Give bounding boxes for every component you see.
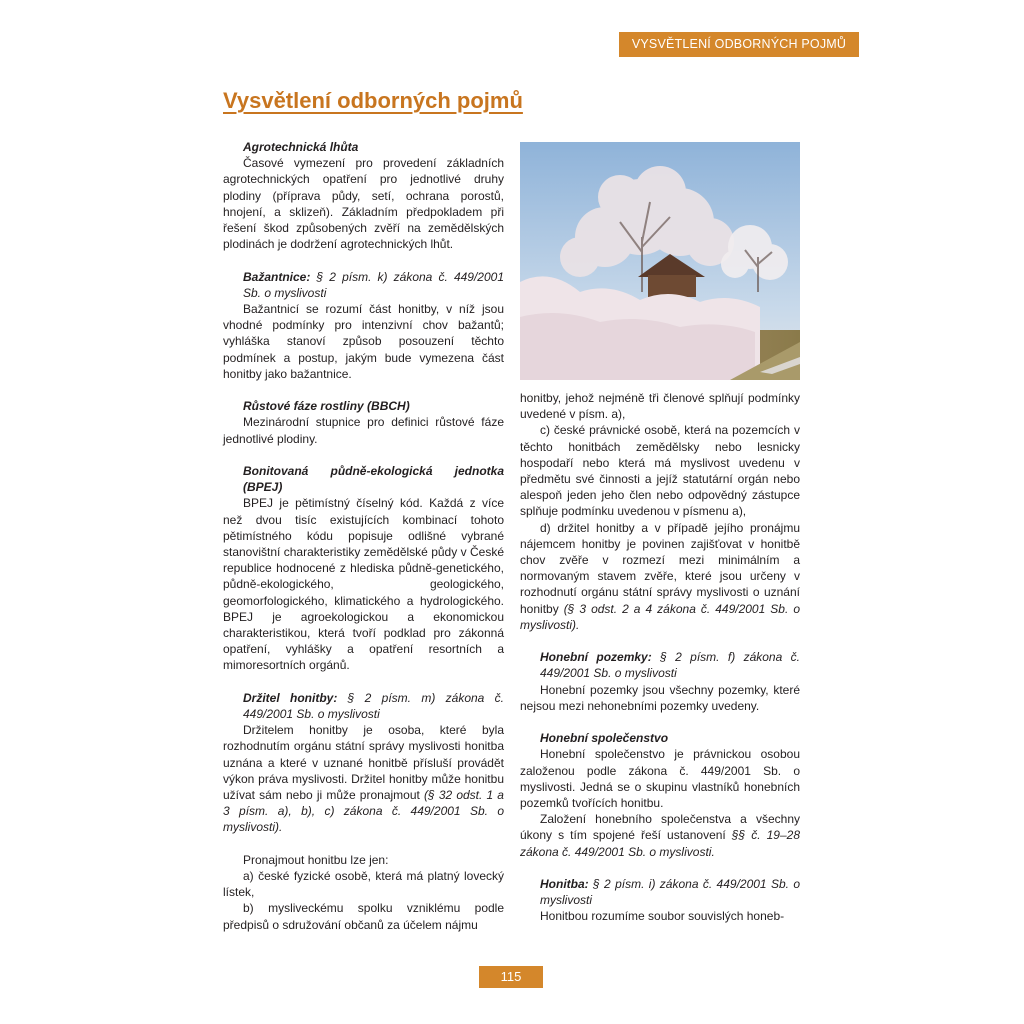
entry-term: Agrotechnická lhůta — [243, 140, 359, 154]
term-label: Držitel honitby: — [243, 690, 338, 705]
left-column — [223, 139, 504, 949]
section-header-tab: VYSVĚTLENÍ ODBORNÝCH POJMŮ — [619, 32, 859, 57]
entry-agrotechnicka-lhuta — [223, 139, 504, 252]
entry-text: Časové vymezení pro provedení základních agrotechnických opatření pro jednotlivé druhy plodiny (příprava půdy, setí, ochrana porostů, hnojení, a sklizeň). Základním předpokladem při řešení škod způsobených zvěří na zemědělských plodinách je dodržení agrotechnických lhůt. — [223, 156, 504, 252]
entry-term: Honební společenstvo — [540, 731, 669, 746]
entry-text-2-main: Založení honebního společenstva a všechny úkony s tím spojené řeší ustanovení — [520, 812, 800, 843]
page-number: 115 — [479, 966, 543, 988]
entry-honitba — [520, 876, 800, 925]
page-title: Vysvětlení odborných pojmů — [223, 88, 523, 113]
entry-term — [520, 876, 800, 908]
entry-bazantnice — [223, 269, 504, 382]
lease-item-c: c) české právnické osobě, která na pozemcích v těchto honitbách zemědělsky nebo lesnicky hospodaří nebo která má myslivost uvedenu v předmětu své činnosti a jejíž statutární orgán nebo alespoň jeden jeho člen nebo odpovědný zástupce splňuje podmínku uvedenou v písmenu a), — [520, 423, 800, 519]
entry-text-law-reference: (§ 32 odst. 1 a 3 písm. a), b), c) zákona č. 449/2001 Sb. o myslivosti). — [223, 788, 504, 835]
entry-bbch — [223, 398, 504, 447]
entry-term — [223, 690, 504, 722]
lease-item-d-law-reference: (§ 3 odst. 2 a 4 zákona č. 449/2001 Sb. o myslivosti). — [520, 601, 800, 632]
entry-text: Honitbou rozumíme soubor souvislých honeb- — [540, 909, 785, 924]
right-column — [520, 390, 800, 941]
lease-intro: Pronajmout honitbu lze jen: — [243, 852, 389, 867]
entry-text-2 — [520, 811, 800, 860]
term-label: Honitba: — [540, 877, 589, 892]
term-label: Honební pozemky: — [540, 650, 652, 665]
lease-item-b: b) mysliveckému spolku vzniklému podle předpisů o sdružování občanů za účelem nájmu — [223, 901, 504, 932]
entry-text: Honební společenstvo je právnickou osobou založenou podle zákona č. 449/2001 Sb. o myslivosti. Jedná se o skupinu vlastníků honebních pozemků tvořících honitbu. — [520, 747, 800, 811]
entry-term — [520, 649, 800, 681]
entry-text — [223, 722, 504, 835]
lease-item-a: a) české fyzické osobě, která má platný lovecký lístek, — [223, 869, 504, 900]
term-label: Bažantnice: — [243, 269, 311, 284]
entry-text: Mezinárodní stupnice pro definici růstové fáze jednotlivé plodiny. — [223, 415, 504, 446]
entry-bpej — [223, 463, 504, 674]
entry-term: Růstové fáze rostliny (BBCH) — [243, 399, 410, 414]
entry-honebni-pozemky — [520, 649, 800, 714]
term-law-reference: § 2 písm. i) zákona č. 449/2001 Sb. o myslivosti — [540, 877, 800, 908]
lease-item-d-text: d) držitel honitby a v případě jejího pronájmu nájemcem honitby je povinen zajišťovat v honitbě chov zvěře v rozmezí mezi minimálním a normovaným stavem zvěře, které jsou určeny v rozhodnutí orgánu státní správy myslivosti o uznání honitby — [520, 520, 800, 616]
entry-term: Bonitovaná půdně-ekologická jednotka (BPEJ) — [243, 464, 504, 495]
entry-text-main: Držitelem honitby je osoba, které byla rozhodnutím orgánu státní správy myslivosti honitba uznána a které v uznané honitbě přísluší provádět výkon práva myslivosti. Držitel honitby může honitbu užívat sám nebo ji může pronajmout — [223, 723, 504, 803]
entry-drzitel-honitby — [223, 690, 504, 933]
term-law-reference: § 2 písm. f) zákona č. 449/2001 Sb. o myslivosti — [540, 650, 800, 681]
lease-continued — [520, 390, 800, 633]
lease-item-b-cont: honitby, jehož nejméně tři členové splňují podmínky uvedené v písm. a), — [520, 391, 800, 422]
entry-term — [223, 269, 504, 301]
entry-text-2-law-reference: §§ č. 19–28 zákona č. 449/2001 Sb. o myslivosti. — [520, 828, 800, 859]
entry-text: BPEJ je pětimístný číselný kód. Každá z více než dvou tisíc existujících kombinací tohoto pětimístného kódu popisuje odlišné vybrané stanovištní charakteristiky zemědělské půdy v České republice hodnocené z hlediska půdně-genetického, půdně-ekologického, geologického, geomorfologického, klimatického a hydrologického. BPEJ je agroekologickou a ekonomickou charakteristikou, která tvoří podklad pro zákonná opatření, vyhlášky a opatření resortních a mimoresortních orgánů. — [223, 496, 504, 673]
winter-landscape-photo — [520, 142, 800, 380]
entry-text: Bažantnicí se rozumí část honitby, v níž jsou vhodné podmínky pro intenzivní chov bažantů; vyhláška stanoví způsob posouzení těchto podmínek a postup, jakým bude vymezena část honitby jako bažantnice. — [223, 302, 504, 381]
term-law-reference: § 2 písm. k) zákona č. 449/2001 Sb. o myslivosti — [243, 269, 504, 300]
entry-text: Honební pozemky jsou všechny pozemky, které nejsou mezi nehonebními pozemky uvedeny. — [520, 682, 800, 713]
lease-item-d — [520, 520, 800, 633]
entry-honebni-spolecenstvo — [520, 730, 800, 860]
term-law-reference: § 2 písm. m) zákona č. 449/2001 Sb. o myslivosti — [243, 690, 504, 722]
